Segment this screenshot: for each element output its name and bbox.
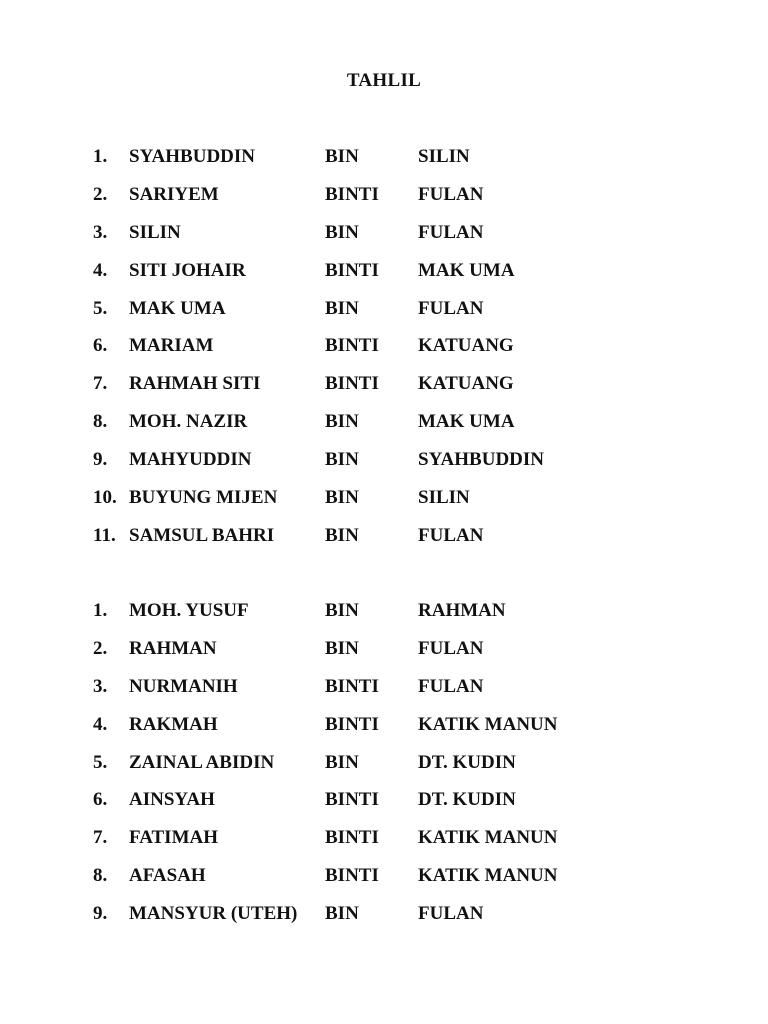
relation-label: BIN: [325, 751, 359, 773]
person-name: SITI JOHAIR: [129, 259, 246, 281]
list-row: [0, 184, 768, 222]
person-name: SYAHBUDDIN: [129, 146, 255, 167]
row-number: 6.: [93, 789, 108, 811]
person-name: MAK UMA: [129, 297, 226, 319]
relation-label: BINTI: [325, 827, 379, 849]
list-row: [0, 638, 768, 676]
row-number: 3.: [93, 675, 108, 697]
relation-label: BIN: [325, 221, 359, 243]
relation-label: BINTI: [325, 713, 379, 735]
person-name: SAMSUL BAHRI: [129, 524, 275, 546]
person-name: RAKMAH: [129, 713, 218, 735]
row-number: 8.: [93, 411, 108, 433]
list-row: [0, 600, 768, 638]
list-row: [0, 676, 768, 714]
list-row: [0, 752, 768, 790]
row-number: 9.: [93, 903, 108, 925]
list-row: [0, 222, 768, 260]
row-number: 4.: [93, 713, 108, 735]
person-name: SILIN: [129, 221, 181, 243]
row-number: 1.: [93, 146, 108, 167]
parent-name: DT. KUDIN: [418, 789, 516, 811]
row-number: 1.: [93, 600, 108, 621]
list-row: [0, 865, 768, 903]
person-name: MOH. YUSUF: [129, 600, 249, 621]
person-name: ZAINAL ABIDIN: [129, 751, 275, 773]
list-row: [0, 903, 768, 941]
person-name: MOH. NAZIR: [129, 411, 248, 433]
parent-name: FULAN: [418, 903, 484, 925]
relation-label: BIN: [325, 524, 359, 546]
row-number: 2.: [93, 183, 108, 205]
parent-name: KATUANG: [418, 373, 514, 395]
list-row: [0, 146, 768, 184]
person-name: MAHYUDDIN: [129, 449, 252, 471]
relation-label: BIN: [325, 487, 359, 509]
person-name: MANSYUR (UTEH): [129, 903, 298, 925]
parent-name: SILIN: [418, 487, 470, 509]
parent-name: KATIK MANUN: [418, 865, 558, 887]
parent-name: MAK UMA: [418, 259, 515, 281]
parent-name: FULAN: [418, 524, 484, 546]
row-number: 11.: [93, 524, 116, 546]
relation-label: BIN: [325, 903, 359, 925]
row-number: 10.: [93, 487, 117, 509]
list-row: [0, 411, 768, 449]
parent-name: FULAN: [418, 637, 484, 659]
relation-label: BINTI: [325, 373, 379, 395]
parent-name: KATIK MANUN: [418, 827, 558, 849]
person-name: BUYUNG MIJEN: [129, 487, 278, 509]
row-number: 8.: [93, 865, 108, 887]
list-row: [0, 525, 768, 563]
list-row: [0, 335, 768, 373]
list-row: [0, 373, 768, 411]
relation-label: BIN: [325, 449, 359, 471]
list-row: [0, 487, 768, 525]
relation-label: BIN: [325, 600, 359, 621]
relation-label: BINTI: [325, 789, 379, 811]
parent-name: FULAN: [418, 297, 484, 319]
row-number: 7.: [93, 827, 108, 849]
relation-label: BINTI: [325, 865, 379, 887]
row-number: 5.: [93, 297, 108, 319]
parent-name: KATUANG: [418, 335, 514, 357]
row-number: 2.: [93, 637, 108, 659]
relation-label: BINTI: [325, 335, 379, 357]
person-name: MARIAM: [129, 335, 214, 357]
row-number: 4.: [93, 259, 108, 281]
row-number: 6.: [93, 335, 108, 357]
parent-name: DT. KUDIN: [418, 751, 516, 773]
row-number: 5.: [93, 751, 108, 773]
parent-name: FULAN: [418, 221, 484, 243]
person-name: RAHMAN: [129, 637, 217, 659]
person-name: NURMANIH: [129, 675, 238, 697]
parent-name: SILIN: [418, 146, 470, 167]
relation-label: BINTI: [325, 183, 379, 205]
name-list-2: [0, 600, 768, 941]
list-row: [0, 827, 768, 865]
person-name: AINSYAH: [129, 789, 215, 811]
relation-label: BINTI: [325, 675, 379, 697]
relation-label: BIN: [325, 297, 359, 319]
parent-name: KATIK MANUN: [418, 713, 558, 735]
parent-name: RAHMAN: [418, 600, 506, 621]
name-list-1: [0, 146, 768, 563]
parent-name: FULAN: [418, 675, 484, 697]
row-number: 7.: [93, 373, 108, 395]
page-title: TAHLIL: [346, 70, 422, 91]
relation-label: BIN: [325, 411, 359, 433]
list-row: [0, 298, 768, 336]
person-name: SARIYEM: [129, 183, 219, 205]
list-row: [0, 260, 768, 298]
row-number: 9.: [93, 449, 108, 471]
person-name: RAHMAH SITI: [129, 373, 261, 395]
parent-name: SYAHBUDDIN: [418, 449, 544, 471]
parent-name: MAK UMA: [418, 411, 515, 433]
parent-name: FULAN: [418, 183, 484, 205]
relation-label: BINTI: [325, 259, 379, 281]
person-name: FATIMAH: [129, 827, 219, 849]
list-row: [0, 789, 768, 827]
list-row: [0, 714, 768, 752]
person-name: AFASAH: [129, 865, 206, 887]
row-number: 3.: [93, 221, 108, 243]
relation-label: BIN: [325, 146, 359, 167]
list-row: [0, 449, 768, 487]
relation-label: BIN: [325, 637, 359, 659]
